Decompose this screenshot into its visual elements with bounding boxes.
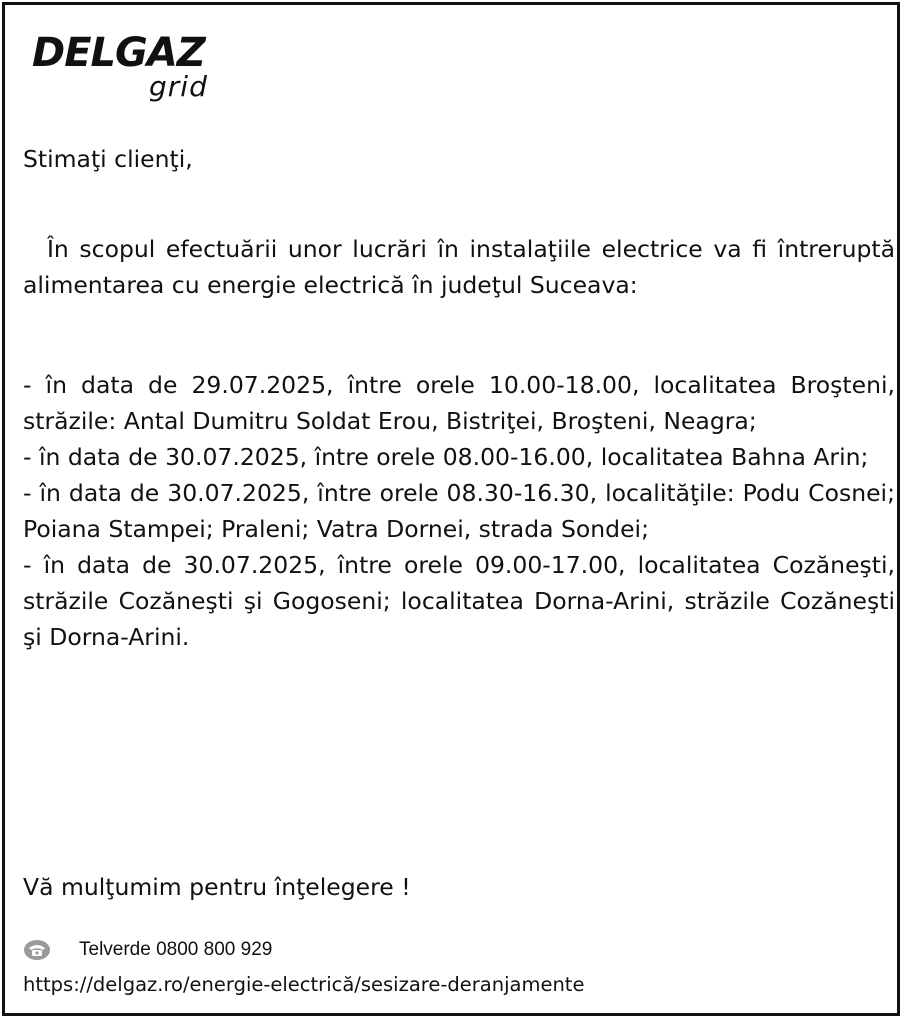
outage-item: - în data de 30.07.2025, între orele 08.00-16.00, localitatea Bahna Arin;	[23, 443, 869, 471]
outage-item: - în data de 30.07.2025, între orele 09.00-17.00, localitatea Cozăneşti, străzile Cozăneşti şi Gogoseni; localitatea Dorna-Arini, străzile Cozăneşti şi Dorna-Arini.	[23, 551, 895, 651]
logo-brand: DELGAZ	[32, 30, 205, 76]
intro-paragraph: În scopul efectuării unor lucrări în instalaţiile electrice va fi întreruptă alimentarea cu energie electrică în judeţul Suceava:	[23, 235, 895, 299]
logo-sub: grid	[149, 70, 208, 103]
website-link[interactable]: https://delgaz.ro/energie-electrică/sesizare-deranjamente	[23, 973, 585, 996]
phone-line	[23, 935, 272, 965]
phone-number: Telverde 0800 800 929	[79, 939, 273, 960]
telephone-icon	[23, 939, 51, 961]
outage-item: - în data de 29.07.2025, între orele 10.00-18.00, localitatea Broşteni, străzile: Antal Dumitru Soldat Erou, Bistriţei, Broşteni, Neagra;	[23, 371, 895, 435]
thanks-line: Vă mulţumim pentru înţelegere !	[23, 873, 411, 901]
delgaz-grid-logo	[32, 31, 232, 111]
outage-list	[23, 367, 895, 655]
notice-frame	[2, 2, 900, 1016]
greeting: Stimaţi clienţi,	[23, 145, 193, 173]
outage-item: - în data de 30.07.2025, între orele 08.30-16.30, localităţile: Podu Cosnei; Poiana Stampei; Praleni; Vatra Dornei, strada Sondei;	[23, 479, 895, 543]
